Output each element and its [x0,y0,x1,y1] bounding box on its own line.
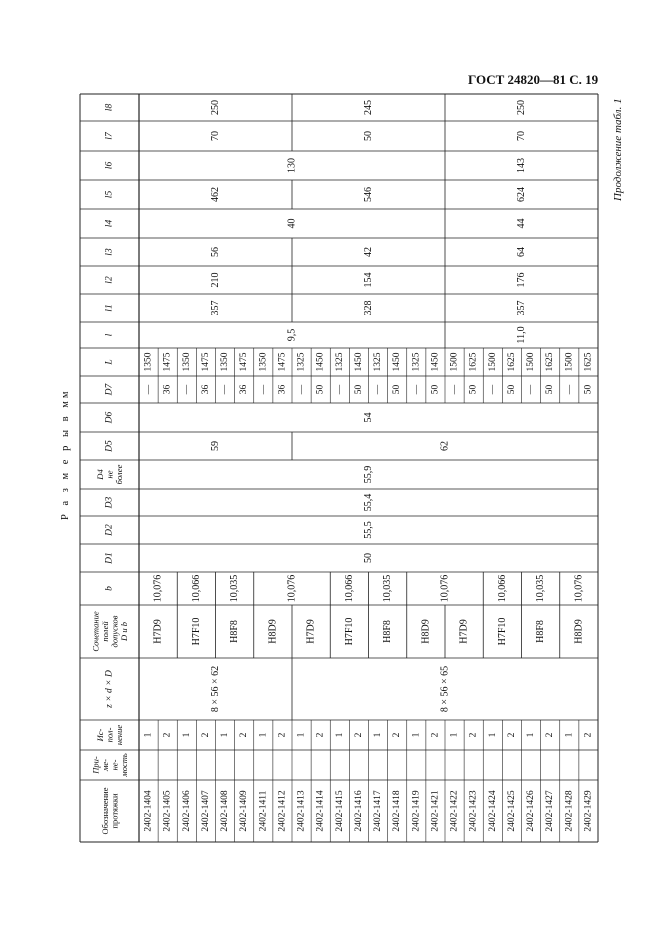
cell-d3: 55,4 [363,493,374,512]
header-application: При- [90,756,101,774]
cell-tolerance: H7F10 [190,617,202,646]
cell-tolerance: H8F8 [382,620,394,643]
cell-usage: 2 [545,732,556,738]
cell-l4: 44 [516,218,527,229]
cell-d7: — [487,384,498,395]
cell-l: 1325 [334,352,345,372]
cell-usage: 1 [296,732,307,738]
cell-l: 1500 [449,352,460,372]
header-l1: l1 [104,304,115,312]
cell-tolerance: H8D9 [420,619,432,644]
cell-d7: 50 [430,384,441,395]
cell-designation: 2402-1418 [392,790,403,832]
cell-l: 1625 [583,352,594,372]
cell-l8: 250 [516,100,527,115]
header-b: b [104,586,115,591]
cell-b: 10,066 [190,574,202,603]
cell-b: 10,035 [382,574,394,603]
cell-l2: 154 [363,272,374,288]
cell-designation: 2402-1417 [373,790,384,832]
cell-d7: 50 [468,384,479,395]
cell-usage: 2 [583,732,594,738]
cell-l: 1350 [181,352,192,372]
cell-usage: 1 [143,732,154,738]
header-d5: D5 [104,440,115,452]
cell-designation: 2402-1427 [545,790,556,832]
cell-d7: — [564,384,575,395]
cell-d7: 50 [353,384,364,395]
cell-designation: 2402-1422 [449,790,460,832]
cell-usage: 2 [200,732,211,738]
cell-l8: 250 [210,100,221,115]
cell-d7: 50 [315,384,326,395]
cell-l: 1475 [200,352,211,372]
cell-b: 10,035 [535,574,547,603]
cell-l: 1325 [373,352,384,372]
cell-l: 1475 [239,352,250,372]
cell-designation: 2402-1426 [526,790,537,832]
header-d1: D1 [104,552,115,564]
cell-b: 10,076 [573,574,585,603]
cell-l: 1350 [220,352,231,372]
cell-usage: 1 [220,732,231,738]
header-designation: Обозначение [99,787,110,835]
cell-d4: 55,9 [363,465,374,484]
cell-l: 1450 [430,352,441,372]
cell-l: 1625 [506,352,517,372]
cell-tolerance: H8F8 [229,620,241,643]
cell-d7: 36 [239,384,250,395]
cell-l5: 462 [210,187,221,202]
cell-tolerance: H7D9 [458,619,470,644]
cell-d7: 50 [392,384,403,395]
cell-usage: 2 [239,732,250,738]
cell-designation: 2402-1415 [334,790,345,832]
cell-designation: 2402-1423 [468,790,479,832]
cell-l: 1350 [258,352,269,372]
cell-l: 1450 [353,352,364,372]
header-usage: пол- [104,727,115,743]
cell-zdd: 8 × 56 × 65 [439,665,451,713]
cell-l7: 70 [210,131,221,141]
cell-d7: 50 [545,384,556,395]
cell-l2: 210 [210,272,221,288]
cell-designation: 2402-1413 [296,790,307,832]
cell-l: 11,0 [516,326,527,344]
cell-usage: 1 [526,732,537,738]
cell-designation: 2402-1405 [162,790,173,832]
cell-l6: 143 [516,158,527,173]
cell-tolerance: H7D9 [152,619,164,644]
header-l6: l6 [104,161,115,170]
header-l7: l7 [104,132,115,140]
cell-l1: 328 [363,300,374,316]
cell-l: 1450 [315,352,326,372]
cell-designation: 2402-1429 [583,790,594,832]
cell-d1: 50 [363,553,374,563]
header-l8: l8 [104,103,115,112]
header-l3: l3 [104,248,115,256]
cell-l: 1475 [162,352,173,372]
cell-usage: 1 [181,732,192,738]
cell-designation: 2402-1411 [258,790,269,832]
cell-d7: — [526,384,537,395]
cell-d7: 36 [200,384,211,395]
cell-usage: 1 [334,732,345,738]
header-l4: l4 [104,219,115,228]
cell-l3: 56 [210,247,221,257]
cell-d5: 59 [210,441,221,451]
cell-l1: 357 [516,300,527,316]
cell-usage: 2 [315,732,326,738]
cell-designation: 2402-1407 [200,790,211,832]
cell-l: 1500 [564,352,575,372]
cell-designation: 2402-1421 [430,790,441,832]
cell-l7: 50 [363,131,374,141]
cell-designation: 2402-1419 [411,790,422,832]
cell-l1: 357 [210,300,221,316]
cell-d6: 54 [363,412,374,423]
cell-designation: 2402-1404 [143,790,154,832]
cell-d7: 50 [506,384,517,395]
cell-l7: 70 [516,131,527,141]
header-d2: D2 [104,524,115,536]
cell-d7: 36 [277,384,288,395]
cell-tolerance: H8D9 [267,619,279,644]
cell-usage: 2 [392,732,403,738]
cell-d7: — [373,384,384,395]
cell-usage: 2 [468,732,479,738]
cell-usage: 2 [506,732,517,738]
header-d4: более [114,464,124,485]
cell-tolerance: H7F10 [496,617,508,646]
cell-b: 10,076 [439,574,451,603]
cell-usage: 2 [430,732,441,738]
header-application: мость [118,753,129,777]
cell-d7: — [449,384,460,395]
header-zdd: z × d × D [104,670,115,708]
header-application: ме- [99,758,110,772]
header-d6: D6 [104,411,115,424]
cell-tolerance: H8D9 [573,619,585,644]
cell-d7: 50 [583,384,594,395]
cell-d7: — [220,384,231,395]
cell-b: 10,035 [229,574,241,603]
cell-designation: 2402-1416 [353,790,364,832]
cell-l3: 42 [363,247,374,257]
cell-b: 10,066 [343,574,355,603]
cell-l: 1325 [296,352,307,372]
cell-l: 1625 [545,352,556,372]
cell-l: 1350 [143,352,154,372]
header-l: L [104,359,115,365]
cell-l: 1625 [468,352,479,372]
cell-l: 1500 [526,352,537,372]
header-tolerance: Сочетание [90,611,101,652]
cell-d7: — [181,384,192,395]
cell-l: 1475 [277,352,288,372]
cell-usage: 1 [373,732,384,738]
cell-b: 10,076 [152,574,164,603]
header-d4: не [104,470,115,479]
cell-d7: — [296,384,307,395]
cell-l: 1325 [411,352,422,372]
cell-l5: 546 [363,187,374,202]
cell-tolerance: H7D9 [305,619,317,644]
header-application: не- [109,759,120,771]
cell-designation: 2402-1408 [220,790,231,832]
cell-d7: 36 [162,384,173,395]
cell-usage: 2 [353,732,364,738]
cell-tolerance: H7F10 [343,617,355,646]
cell-l4: 40 [286,218,298,229]
cell-designation: 2402-1409 [239,790,250,832]
cell-usage: 1 [564,732,575,738]
cell-b: 10,076 [286,574,298,603]
cell-designation: 2402-1424 [487,790,498,832]
header-designation: протяжки [109,793,120,829]
cell-d7: — [334,384,345,395]
cell-d7: — [143,384,154,395]
cell-l3: 64 [516,247,527,257]
cell-l: 9,5 [286,328,298,342]
cell-d5: 62 [439,441,451,451]
page-header: ГОСТ 24820—81 С. 19 [468,72,599,87]
cell-designation: 2402-1428 [564,790,575,832]
cell-designation: 2402-1412 [277,790,288,832]
cell-designation: 2402-1414 [315,790,326,832]
cell-usage: 2 [277,732,288,738]
header-usage: нение [114,724,124,746]
cell-l2: 176 [516,272,527,288]
header-d3: D3 [104,496,115,509]
cell-l8: 245 [363,100,374,115]
header-l2: l2 [104,276,115,284]
cell-usage: 2 [162,732,173,738]
cell-usage: 1 [449,732,460,738]
header-tolerance: D и b [118,622,129,641]
cell-tolerance: H8F8 [535,620,547,643]
cell-usage: 1 [258,732,269,738]
header-d4: D4 [95,469,105,480]
cell-d2: 55,5 [363,521,374,539]
header-d7: D7 [104,383,115,396]
cell-d7: — [258,384,269,395]
cell-b: 10,066 [496,574,508,603]
header-tolerance: полей [99,621,110,642]
cell-l6: 130 [286,158,298,173]
header-l5: l5 [104,190,115,199]
cell-l5: 624 [516,187,527,202]
cell-l: 1500 [487,352,498,372]
dimensions-title: Р а з м е р ы в мм [60,388,71,520]
cell-d7: — [411,384,422,395]
cell-usage: 1 [487,732,498,738]
cell-designation: 2402-1406 [181,790,192,832]
header-usage: Ис- [95,728,105,742]
cell-usage: 1 [411,732,422,738]
continuation-label: Продолжение табл. 1 [612,98,624,201]
cell-designation: 2402-1425 [506,790,517,832]
header-tolerance: допусков [109,615,120,648]
cell-l: 1450 [392,352,403,372]
cell-zdd: 8 × 56 × 62 [210,665,221,713]
header-l: l [104,333,115,337]
